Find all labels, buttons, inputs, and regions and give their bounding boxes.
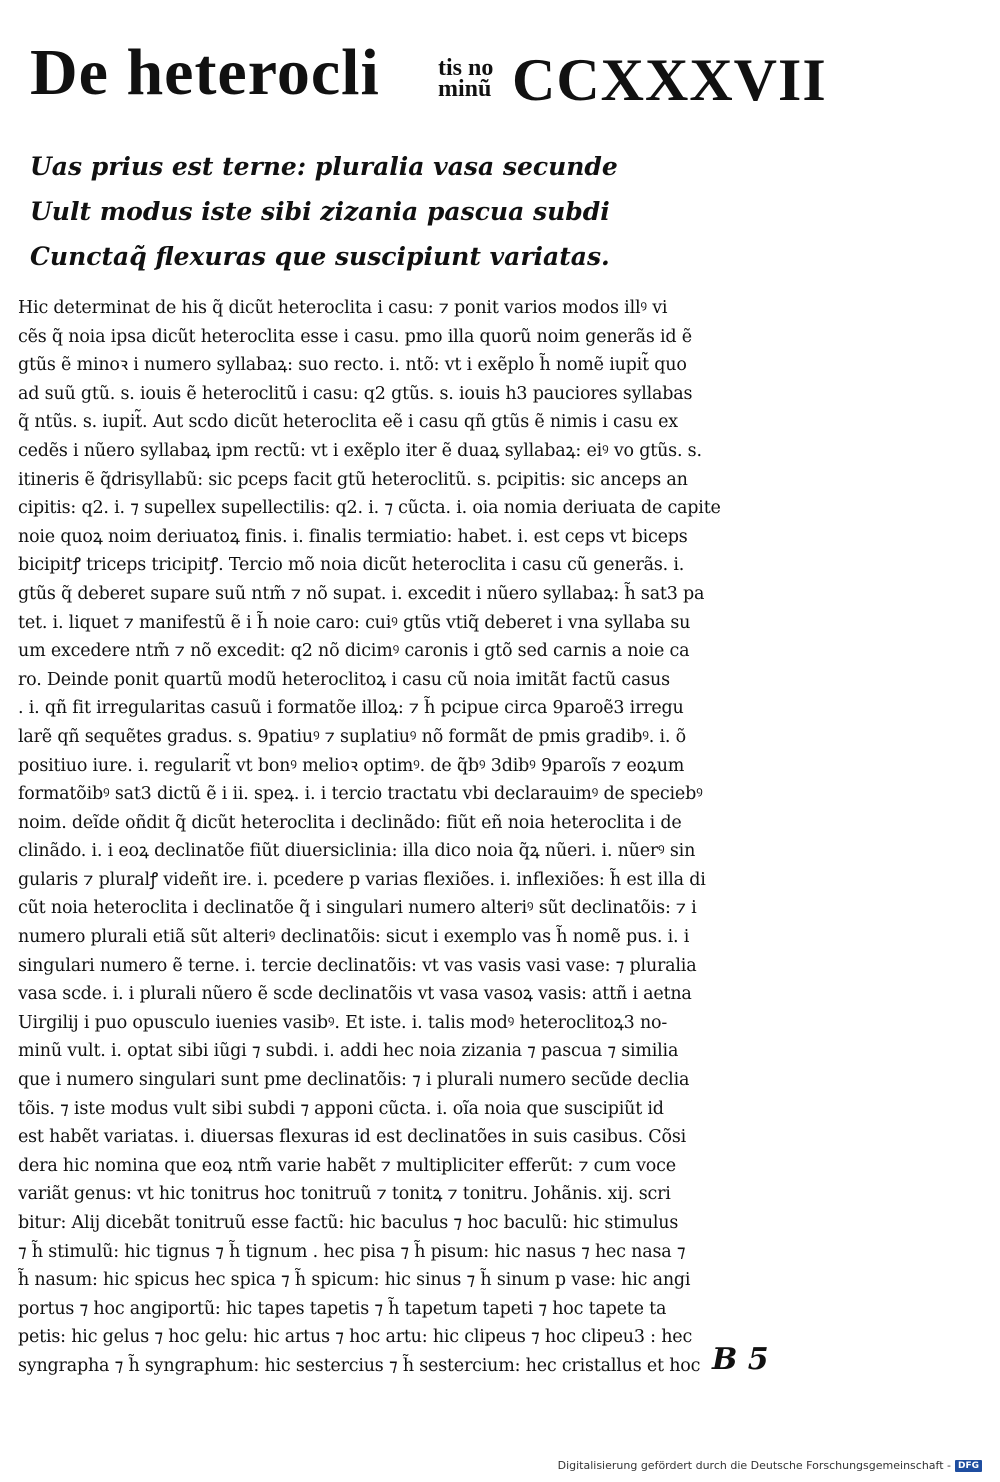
commentary-line: tõis. ⁊ iste modus vult sibi subdi ⁊ apponi cũcta. i. oĩa noia que suscipiũt id: [18, 1098, 664, 1119]
verse-line: Cunctaq̃ flexuras que suscipiunt variatas.: [30, 242, 610, 271]
commentary-line: singulari numero ẽ terne. i. tercie declinatõis: vt vas vasis vasi vase: ⁊ pluralia: [18, 955, 697, 976]
commentary-line: cipitis: q2. i. ⁊ supellex supellectilis: q2. i. ⁊ cũcta. i. oia nomia deriuata de capite: [18, 498, 721, 519]
commentary-text: [18, 294, 808, 1381]
commentary-line: que i numero singulari sunt pme declinatõis: ⁊ i plurali numero secũde declia: [18, 1070, 690, 1091]
verse-line: Uult modus iste sibi zizania pascua subdi: [30, 197, 610, 226]
commentary-line: ⁊ h̃ stimulũ: hic tignus ⁊ h̃ tignum . hec pisa ⁊ h̃ pisum: hic nasus ⁊ hec nasa ⁊: [18, 1241, 686, 1262]
running-title: De heterocli: [30, 36, 380, 109]
commentary-line: formatõibꝰ sat3 dictũ ẽ i ii. speꝝ. i. i tercio tractatu vbi declarauimꝰ de speciebꝰ: [18, 784, 703, 805]
digitization-footer: [558, 1459, 982, 1472]
commentary-line: Uirgilij i puo opusculo iuenies vasibꝰ. Et iste. i. talis modꝰ heteroclitoꝝ3 no-: [18, 1012, 668, 1033]
commentary-line: itineris ẽ q̃drisyllabũ: sic pceps facit gtũ heteroclitũ. s. pcipitis: sic anceps an: [18, 469, 688, 490]
commentary-line: noie quoꝝ noim deriuatoꝝ finis. i. finalis termiatio: habet. i. est ceps vt biceps: [18, 526, 688, 547]
commentary-line: bicipitꝭ triceps tricipitꝭ. Tercio mõ noia dicũt heteroclita i casu cũ generãs. i.: [18, 555, 685, 576]
commentary-line: positiuo iure. i. regularit̃ vt bonꝰ melioꝛ optimꝰ. de q̃bꝰ 3dibꝰ 9paroĩs ⁊ eoꝝum: [18, 755, 685, 776]
commentary-line: numero plurali etiã sũt alteriꝰ declinatõis: sicut i exemplo vas h̃ nomẽ pus. i. i: [18, 927, 690, 948]
signature-mark: B 5: [712, 1342, 769, 1377]
commentary-line: gtũs ẽ minoꝛ i numero syllabaꝝ: suo recto. i. ntõ: vt i exẽplo h̃ nomẽ iupit̃ quo: [18, 355, 687, 376]
folio-number: CCXXXVII: [512, 47, 827, 113]
commentary-line: larẽ qñ sequẽtes gradus. s. 9patiuꝰ ⁊ suplatiuꝰ nõ formãt de pmis gradibꝰ. i. õ: [18, 726, 686, 747]
commentary-line: est habẽt variatas. i. diuersas flexuras id est declinatões in suis casibus. Cõsi: [18, 1127, 687, 1148]
commentary-line: ad suũ gtũ. s. iouis ẽ heteroclitũ i casu: q2 gtũs. s. iouis h3 pauciores syllabas: [18, 383, 693, 404]
dfg-logo: DFG: [955, 1460, 982, 1472]
commentary-line: dera hic nomina que eoꝝ ntm̃ varie habẽt ⁊ multipliciter efferũt: ⁊ cum voce: [18, 1155, 676, 1176]
commentary-line: h̃ nasum: hic spicus hec spica ⁊ h̃ spicum: hic sinus ⁊ h̃ sinum p vase: hic angi: [18, 1270, 691, 1291]
running-title-suffix-line-1: tis no: [438, 55, 494, 81]
commentary-line: variãt genus: vt hic tonitrus hoc tonitruũ ⁊ tonitꝝ ⁊ tonitru. Johãnis. xij. scri: [18, 1184, 671, 1205]
commentary-line: minũ vult. i. optat sibi iũgi ⁊ subdi. i. addi hec noia zizania ⁊ pascua ⁊ similia: [18, 1041, 679, 1062]
commentary-line: q̃ ntũs. s. iupit̃. Aut scdo dicũt heteroclita eẽ i casu qñ gtũs ẽ nimis i casu ex: [18, 412, 678, 433]
commentary-line: portus ⁊ hoc angiportũ: hic tapes tapetis ⁊ h̃ tapetum tapeti ⁊ hoc tapete ta: [18, 1298, 667, 1319]
verse-text: [30, 144, 618, 279]
commentary-line: . i. qñ fit irregularitas casuũ i formatõe illoꝝ: ⁊ h̃ pcipue circa 9paroẽ3 irregu: [18, 698, 684, 719]
commentary-line: gtũs q̃ deberet supare suũ ntm̃ ⁊ nõ supat. i. excedit i nũero syllabaꝝ: h̃ sat3 pa: [18, 583, 705, 604]
commentary-line: um excedere ntm̃ ⁊ nõ excedit: q2 nõ dicimꝰ caronis i gtõ sed carnis a noie ca: [18, 641, 690, 662]
commentary-line: ro. Deinde ponit quartũ modũ heteroclitoꝝ i casu cũ noia imitãt factũ casus: [18, 669, 670, 690]
commentary-line: noim. deĩde oñdit q̃ dicũt heteroclita i declinãdo: fiũt eñ noia heteroclita i de: [18, 812, 682, 833]
running-title-suffix: [438, 55, 494, 102]
commentary-line: bitur: Alij dicebãt tonitruũ esse factũ: hic baculus ⁊ hoc baculũ: hic stimulus: [18, 1213, 679, 1233]
commentary-line: clinãdo. i. i eoꝝ declinatõe fiũt diuersiclinia: illa dico noia q̃ꝝ nũeri. i. nũerꝰ sin: [18, 841, 696, 862]
commentary-line: cedẽs i nũero syllabaꝝ ipm rectũ: vt i exẽplo iter ẽ duaꝝ syllabaꝝ: eiꝰ vo gtũs. s.: [18, 440, 702, 461]
commentary-line: cẽs q̃ noia ipsa dicũt heteroclita esse i casu. pmo illa quorũ noim generãs id ẽ: [18, 326, 692, 347]
running-title-suffix-line-2: minũ: [438, 76, 492, 102]
verse-line: Uas prius est terne: pluralia vasa secunde: [30, 152, 618, 181]
commentary-line: syngrapha ⁊ h̃ syngraphum: hic sestercius ⁊ h̃ sestercium: hec cristallus et hoc: [18, 1355, 701, 1376]
commentary-line: tet. i. liquet ⁊ manifestũ ẽ i h̃ noie caro: cuiꝰ gtũs vtiq̃ deberet i vna syllaba su: [18, 612, 691, 633]
commentary-line: vasa scde. i. i plurali nũero ẽ scde declinatõis vt vasa vasoꝝ vasis: attñ i aetna: [18, 984, 692, 1005]
commentary-line: cũt noia heteroclita i declinatõe q̃ i singulari numero alteriꝰ sũt declinatõis: ⁊ i: [18, 898, 697, 919]
commentary-line: petis: hic gelus ⁊ hoc gelu: hic artus ⁊ hoc artu: hic clipeus ⁊ hoc clipeu3 : hec: [18, 1327, 693, 1348]
commentary-line: Hic determinat de his q̃ dicũt heteroclita i casu: ⁊ ponit varios modos illꝰ vi: [18, 298, 668, 318]
commentary-line: gularis ⁊ pluralꝭ videñt ire. i. pcedere p varias flexiões. i. inflexiões: h̃ est illa di: [18, 869, 706, 890]
footer-text: Digitalisierung gefördert durch die Deutsche Forschungsgemeinschaft -: [557, 1459, 951, 1472]
